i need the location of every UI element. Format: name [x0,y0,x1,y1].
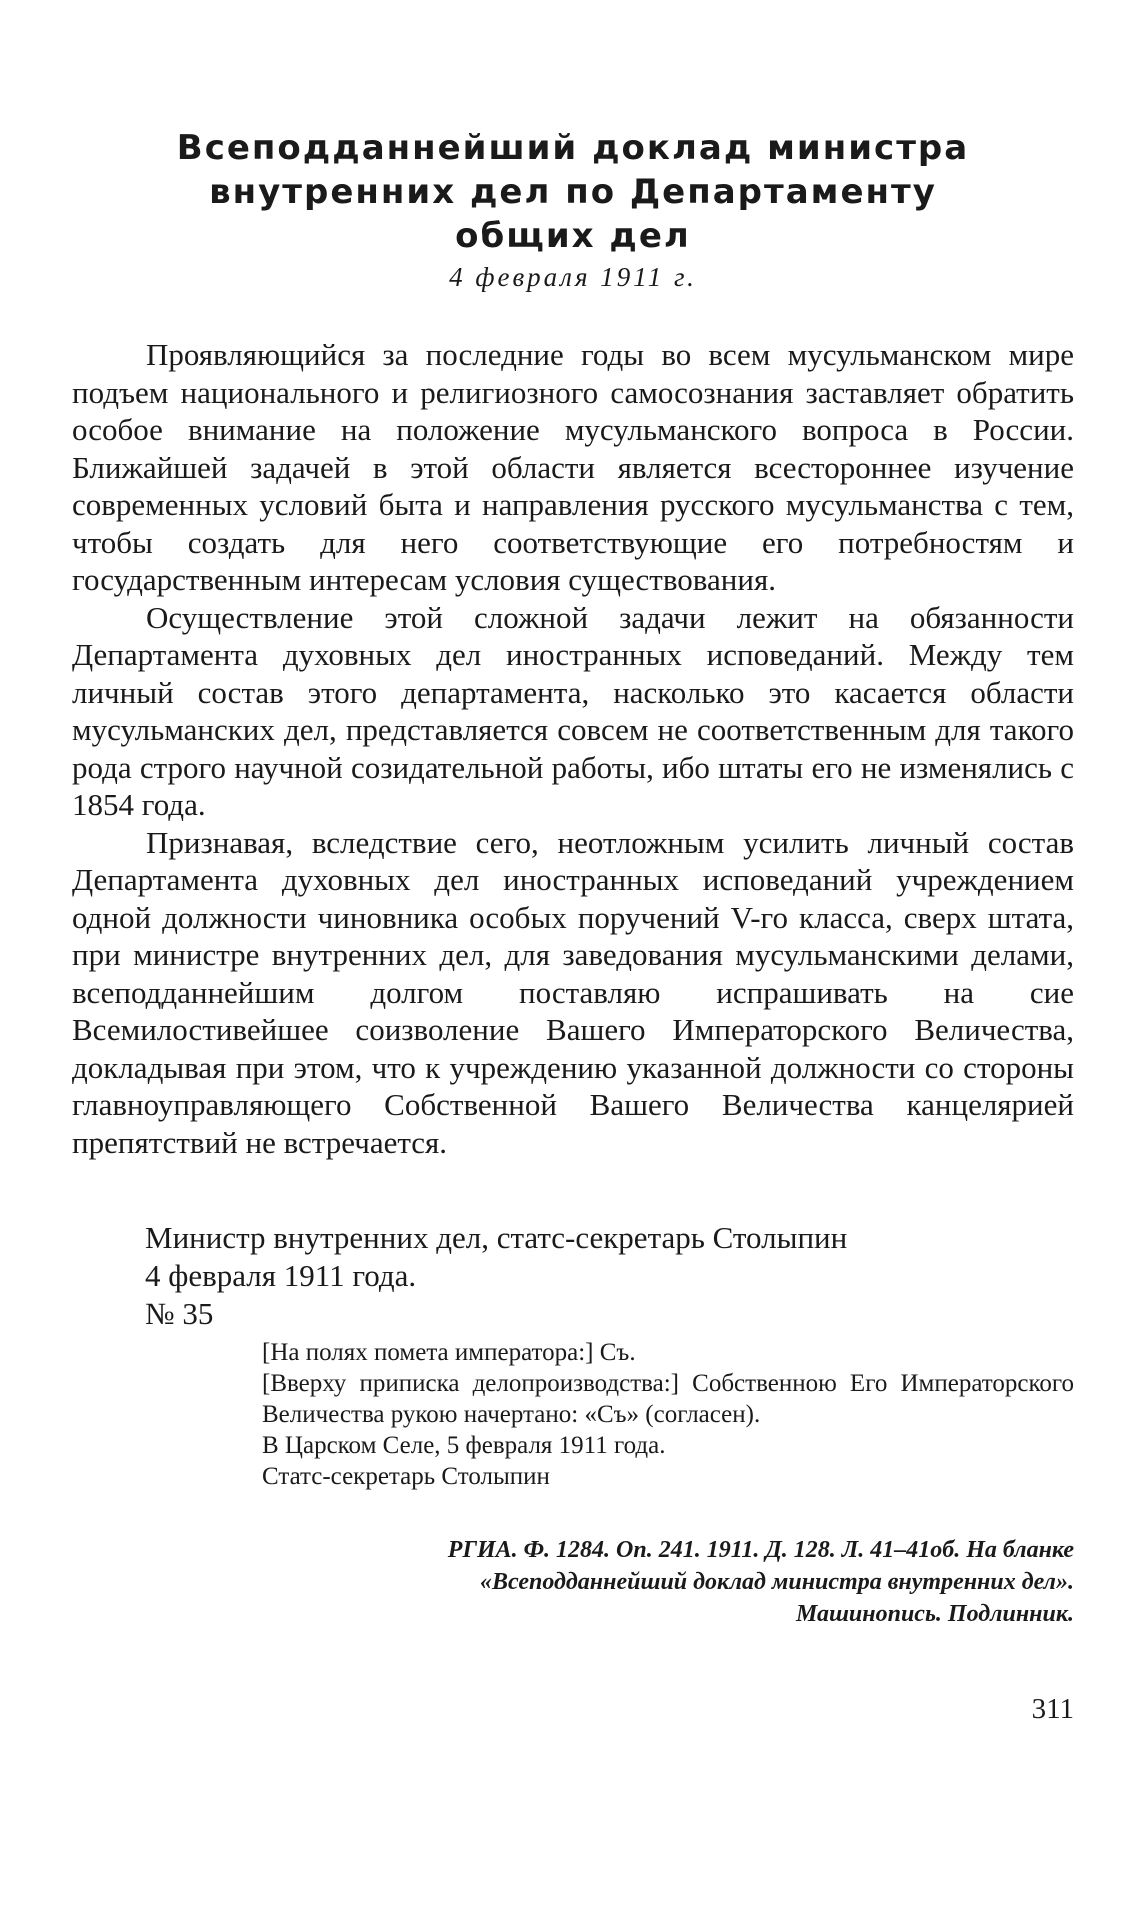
place-date-note: В Царском Селе, 5 февраля 1911 года. [262,1432,666,1459]
archival-notes [262,1337,1074,1492]
signer-note: Статс-секретарь Столыпин [262,1463,550,1490]
source-line-1: РГИА. Ф. 1284. Оп. 241. 1911. Д. 128. Л. 41–41об. На бланке [447,1537,1074,1563]
paragraph-2: Осуществление этой сложной задачи лежит на обязанности Департамента духовных дел иностранных исповеданий. Между тем личный состав этого департамента, насколько это касается области мусульманских дел, представляется совсем не соответственным для такого рода строго научной созидательной работы, ибо штаты его не изменялись с 1854 года. [72,599,1074,822]
signature-line: Министр внутренних дел, статс-секретарь Столыпин [145,1220,848,1255]
top-note: [Вверху приписка делопроизводства:] Собственною Его Императорского Величества рукою начертано: «Съ» (согласен). [262,1370,1074,1428]
source-line-3: Машинопись. Подлинник. [795,1601,1074,1627]
page-number: 311 [1031,1693,1074,1725]
title-line-3: общих дел [455,216,691,256]
paragraph-1: Проявляющийся за последние годы во всем мусульманском мире подъем национального и религиозного самосознания заставляет обратить особое внимание на положение мусульманского вопроса в России. Ближайшей задачей в этой области является всестороннее изучение современных условий быта и направления русского мусульманства с тем, чтобы создать для него соответствующие его потребностям и государственным интересам условия существования. [72,337,1074,597]
margin-note: [На полях помета императора:] Съ. [262,1339,636,1366]
title-line-2: внутренних дел по Департаменту [209,172,937,212]
signature-date: 4 февраля 1911 года. [145,1258,417,1293]
document-title [160,126,986,258]
paragraph-3: Признавая, вследствие сего, неотложным усилить личный состав Департамента духовных дел иностранных исповеданий учреждением одной должности чиновника особых поручений V-го класса, сверх штата, при министре внутренних дел, для заведования мусульманскими делами, всеподданнейшим долгом поставляю испрашивать на сие Всемилостивейшее соизволение Вашего Императорского Величества, докладывая при этом, что к учреждению указанной должности со стороны главноуправляющего Собственной Вашего Величества канцелярией препятствий не встречается. [72,824,1074,1160]
document-date: 4 февраля 1911 г. [449,262,697,292]
archive-source [254,1534,1074,1630]
title-line-1: Всеподданнейший доклад министра [176,128,970,168]
source-line-2: «Всеподданнейший доклад министра внутренних дел». [479,1569,1074,1595]
document-number: № 35 [145,1296,214,1331]
document-body [72,336,1074,1161]
